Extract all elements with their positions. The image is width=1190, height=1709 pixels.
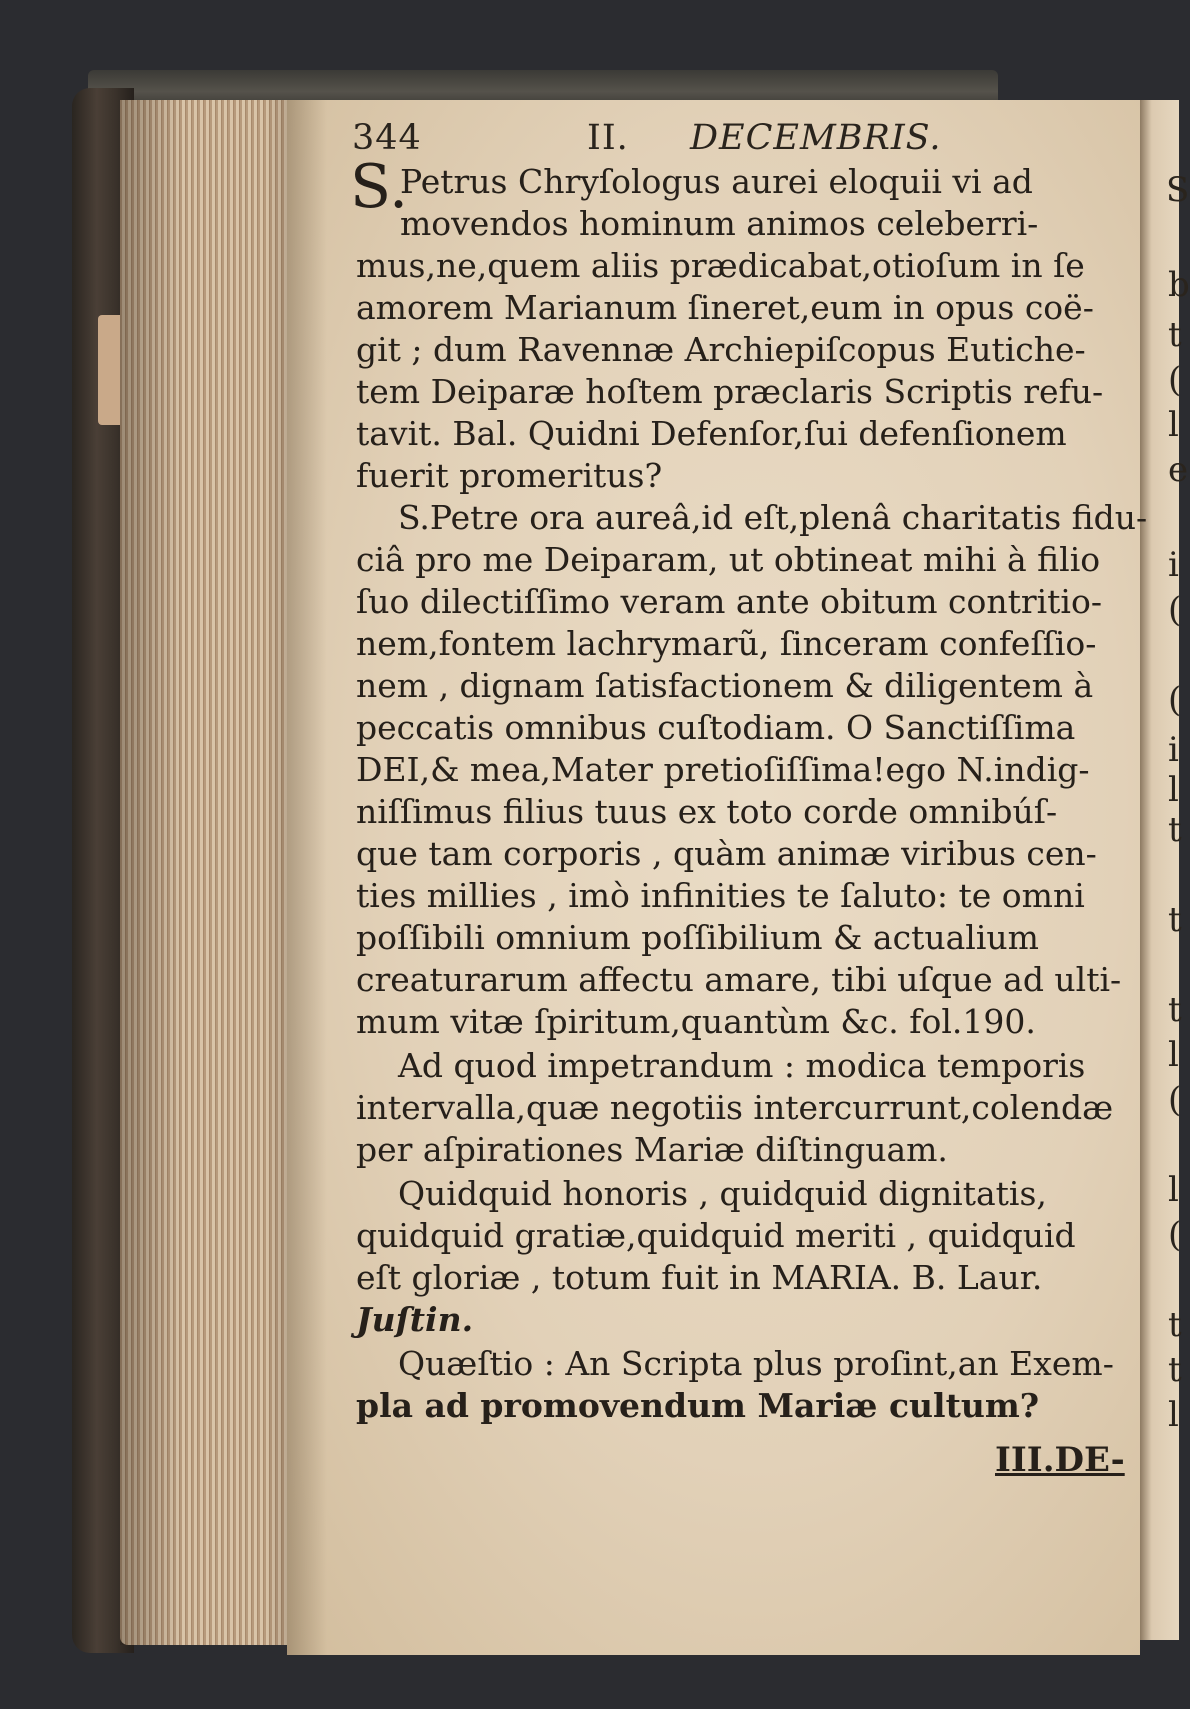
text-line: poſſibili omnium poſſibilium & actualium: [356, 918, 1039, 957]
drop-cap: S.: [350, 152, 409, 222]
right-page-glyph: l: [1168, 770, 1179, 810]
text-line: mum vitæ ſpiritum,quantùm &c. fol.190.: [356, 1002, 1036, 1041]
page-edges-shade: [120, 100, 300, 1645]
text-line: ties millies , imò infinities te ſaluto: te omni: [356, 876, 1085, 915]
right-page-glyph: b: [1168, 265, 1190, 305]
right-page-glyph: i: [1168, 730, 1179, 770]
text-line: creaturarum affectu amare, tibi uſque ad ulti-: [356, 960, 1122, 999]
header-day: II.: [587, 118, 629, 158]
right-page-glyph: t: [1168, 1350, 1182, 1390]
right-page-glyph: (: [1168, 1080, 1182, 1120]
text-line: tavit. Bal. Quidni Defenſor,ſui defenſionem: [356, 414, 1067, 453]
text-line: S.Petre ora aureâ,id eſt,plenâ charitatis fidu-: [398, 498, 1148, 537]
right-page-glyph: l: [1168, 1170, 1179, 1210]
text-line: Juſtin.: [356, 1300, 474, 1339]
text-line: ſuo dilectiſſimo veram ante obitum contritio-: [356, 582, 1102, 621]
right-page-glyph: t: [1168, 810, 1182, 850]
text-line: intervalla,quæ negotiis intercurrunt,colendæ: [356, 1088, 1114, 1127]
right-page-glyph: (: [1168, 1215, 1182, 1255]
right-page-glyph: t: [1168, 1305, 1182, 1345]
right-page-glyph: l: [1168, 1035, 1179, 1075]
right-page-glyph: t: [1168, 315, 1182, 355]
right-page-glyph: (: [1168, 590, 1182, 630]
text-line: pla ad promovendum Mariæ cultum?: [356, 1386, 1040, 1425]
text-line: que tam corporis , quàm animæ viribus cen-: [356, 834, 1097, 873]
text-line: Quidquid honoris , quidquid dignitatis,: [398, 1174, 1047, 1213]
right-page-glyph: (: [1168, 680, 1182, 720]
text-line: tem Deiparæ hoſtem præclaris Scriptis refu-: [356, 372, 1104, 411]
text-line: Quæſtio : An Scripta plus proſint,an Exem-: [398, 1344, 1114, 1383]
right-page-glyph: t: [1168, 900, 1182, 940]
right-page-glyph: l: [1168, 1395, 1179, 1435]
text-line: amorem Marianum ſineret,eum in opus coë-: [356, 288, 1094, 327]
text-line: movendos hominum animos celeberri-: [400, 204, 1039, 243]
right-page-glyph: i: [1168, 545, 1179, 585]
text-line: peccatis omnibus cuſtodiam. O Sanctiſſima: [356, 708, 1076, 747]
gutter-shadow: [287, 100, 327, 1655]
text-line: DEI,& mea,Mater pretioſiſſima!ego N.indig-: [356, 750, 1090, 789]
header-month: DECEMBRIS.: [690, 118, 942, 158]
text-line: Petrus Chryſologus aurei eloquii vi ad: [400, 162, 1033, 201]
page-number: 344: [352, 118, 422, 158]
text-line: Ad quod impetrandum : modica temporis: [398, 1046, 1086, 1085]
text-line: fuerit promeritus?: [356, 456, 663, 495]
text-line: niſſimus filius tuus ex toto corde omnibúſ-: [356, 792, 1058, 831]
right-page-glyph: e: [1168, 450, 1189, 490]
right-page-glyph: t: [1168, 990, 1182, 1030]
text-line: quidquid gratiæ,quidquid meriti , quidquid: [356, 1216, 1076, 1255]
catchword: III.DE-: [995, 1440, 1125, 1480]
text-line: mus,ne,quem aliis prædicabat,otioſum in ſe: [356, 246, 1085, 285]
text-line: nem , dignam ſatisfactionem & diligentem à: [356, 666, 1094, 705]
right-page-glyph: l: [1168, 405, 1179, 445]
text-line: ciâ pro me Deiparam, ut obtineat mihi à filio: [356, 540, 1101, 579]
text-line: eſt gloriæ , totum fuit in MARIA. B. Laur.: [356, 1258, 1043, 1297]
text-line: nem,fontem lachrymarũ, ſinceram confeſſio-: [356, 624, 1097, 663]
right-page-glyph: (: [1168, 360, 1182, 400]
right-page-glyph: S: [1166, 170, 1190, 210]
text-line: git ; dum Ravennæ Archiepiſcopus Eutiche-: [356, 330, 1086, 369]
text-line: per aſpirationes Mariæ diſtinguam.: [356, 1130, 948, 1169]
